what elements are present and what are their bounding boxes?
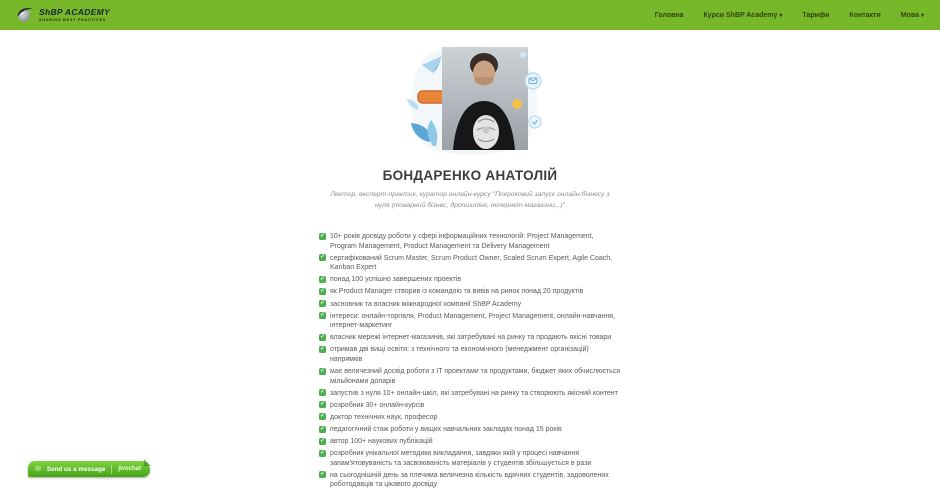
check-icon: ✓ — [320, 449, 325, 456]
achievement-text: на сьогоднішній день за плечима величезна кількість вдячних студентів, задоволених роботодавців та цікавого досвіду — [330, 471, 609, 489]
jivochat-widget[interactable] — [28, 461, 150, 477]
achievement-text: запустив з нуля 10+ онлайн-шкіл, які затребувані на ринку та створюють якісний контент — [330, 389, 618, 397]
nav-item[interactable]: Курси ShBP Academy ▾ — [703, 11, 783, 19]
list-item — [319, 312, 621, 331]
achievement-text: сертифікований Scrum Master, Scrum Product Owner, Scaled Scrum Expert, Agile Coach, Kanban Expert — [330, 254, 613, 272]
main-nav — [655, 12, 924, 19]
achievement-text: як Product Manager створив із командою та вивів на ринок понад 20 продуктів — [330, 288, 584, 296]
check-icon: ✓ — [320, 275, 325, 282]
achievement-text: має величезний досвід роботи з IT проектами та продуктами, бюджет яких обчислюється мільйонами доларів — [330, 368, 621, 385]
achievements-list — [319, 232, 621, 490]
logo-name: ShBP ACADEMY — [39, 7, 110, 18]
check-icon: ✓ — [320, 345, 325, 352]
achievement-text: розробник унікальної методики викладання, завдяки якій у процесі навчання запам'ятовуваність та засвоюваність матеріалів у студентів збільшується в рази — [330, 450, 592, 467]
achievement-text: засновник та власник міжнародної компанії ShBP Academy — [330, 300, 522, 308]
chat-divider — [111, 465, 112, 474]
achievement-text: автор 100+ наукових публікацій — [330, 438, 433, 446]
list-item — [319, 275, 621, 285]
check-icon: ✓ — [320, 367, 325, 374]
list-item — [319, 449, 621, 468]
check-icon: ✓ — [320, 232, 325, 239]
check-icon: ✓ — [320, 288, 325, 295]
page-title: БОНДАРЕНКО АНАТОЛІЙ — [382, 168, 558, 183]
nav-item[interactable]: Мова ▾ — [900, 11, 924, 19]
list-item — [319, 232, 621, 251]
check-icon: ✓ — [320, 389, 325, 396]
list-item — [319, 287, 621, 297]
lecturer-section — [319, 46, 621, 490]
list-item — [319, 333, 621, 343]
jivochat-brand-label: jivochat — [118, 466, 142, 472]
list-item — [319, 367, 621, 386]
chevron-down-icon: ▾ — [920, 12, 924, 19]
check-icon: ✓ — [320, 425, 325, 432]
nav-item[interactable]: Тарифи — [802, 11, 830, 19]
list-item — [319, 345, 621, 364]
list-item — [319, 300, 621, 310]
list-item — [319, 437, 621, 447]
list-item — [319, 254, 621, 273]
achievement-text: понад 100 успішно завершених проектів — [330, 276, 462, 284]
achievement-text: педагогічний стаж роботи у вищих навчальних закладах понад 15 років — [330, 425, 562, 433]
achievement-text: розробник 30+ онлайн-курсів — [330, 401, 425, 409]
check-icon: ✓ — [320, 413, 325, 420]
check-icon: ✓ — [320, 471, 325, 478]
check-icon: ✓ — [320, 254, 325, 261]
achievement-text: власник мережі інтернет-магазинів, які затребувані на ринку та продають якісні товари — [330, 334, 612, 342]
list-item — [319, 471, 621, 490]
check-icon: ✓ — [320, 312, 325, 319]
achievement-text: доктор технічних наук, професор — [330, 413, 438, 421]
list-item — [319, 425, 621, 435]
check-icon: ✓ — [320, 333, 325, 340]
nav-item[interactable]: Головна — [654, 11, 684, 19]
lecturer-illustration — [395, 46, 545, 158]
achievement-text: 10+ років досвіду роботи у сфері інформаційних технологій: Project Management, Program Management, Product Management та Delivery Management — [330, 233, 594, 250]
check-icon: ✓ — [320, 300, 325, 307]
lecturer-photo — [395, 46, 545, 158]
list-item — [319, 401, 621, 411]
envelope-icon: ✉ — [35, 465, 41, 473]
achievement-text: отримав дві вищі освіти: з технічного та економічного (менеджмент організацій) напрямків — [330, 346, 589, 363]
logo-text — [39, 8, 110, 22]
list-item — [319, 413, 621, 423]
list-item — [319, 389, 621, 399]
globe-swoosh-icon — [16, 6, 34, 24]
logo-tagline: SHARING BEST PRACTICES — [39, 17, 107, 22]
check-icon: ✓ — [320, 437, 325, 444]
nav-item[interactable]: Контакти — [849, 11, 881, 19]
check-icon: ✓ — [320, 401, 325, 408]
lecturer-subtitle: Лектор, експерт-практик, куратор онлайн-курсу "Покроковий запуск онлайн-бізнесу з нуля (товарний бізнес, дропшипінг, інтернет-магазини...)" — [330, 191, 610, 209]
achievement-text: інтереси: онлайн-торгівля, Product Management, Project Management, онлайн-навчання, інтернет-маркетинг — [330, 312, 616, 330]
chat-message-label: Send us a message — [46, 465, 106, 473]
logo[interactable] — [16, 6, 110, 24]
top-navbar — [0, 0, 940, 30]
chevron-down-icon: ▾ — [779, 12, 783, 19]
